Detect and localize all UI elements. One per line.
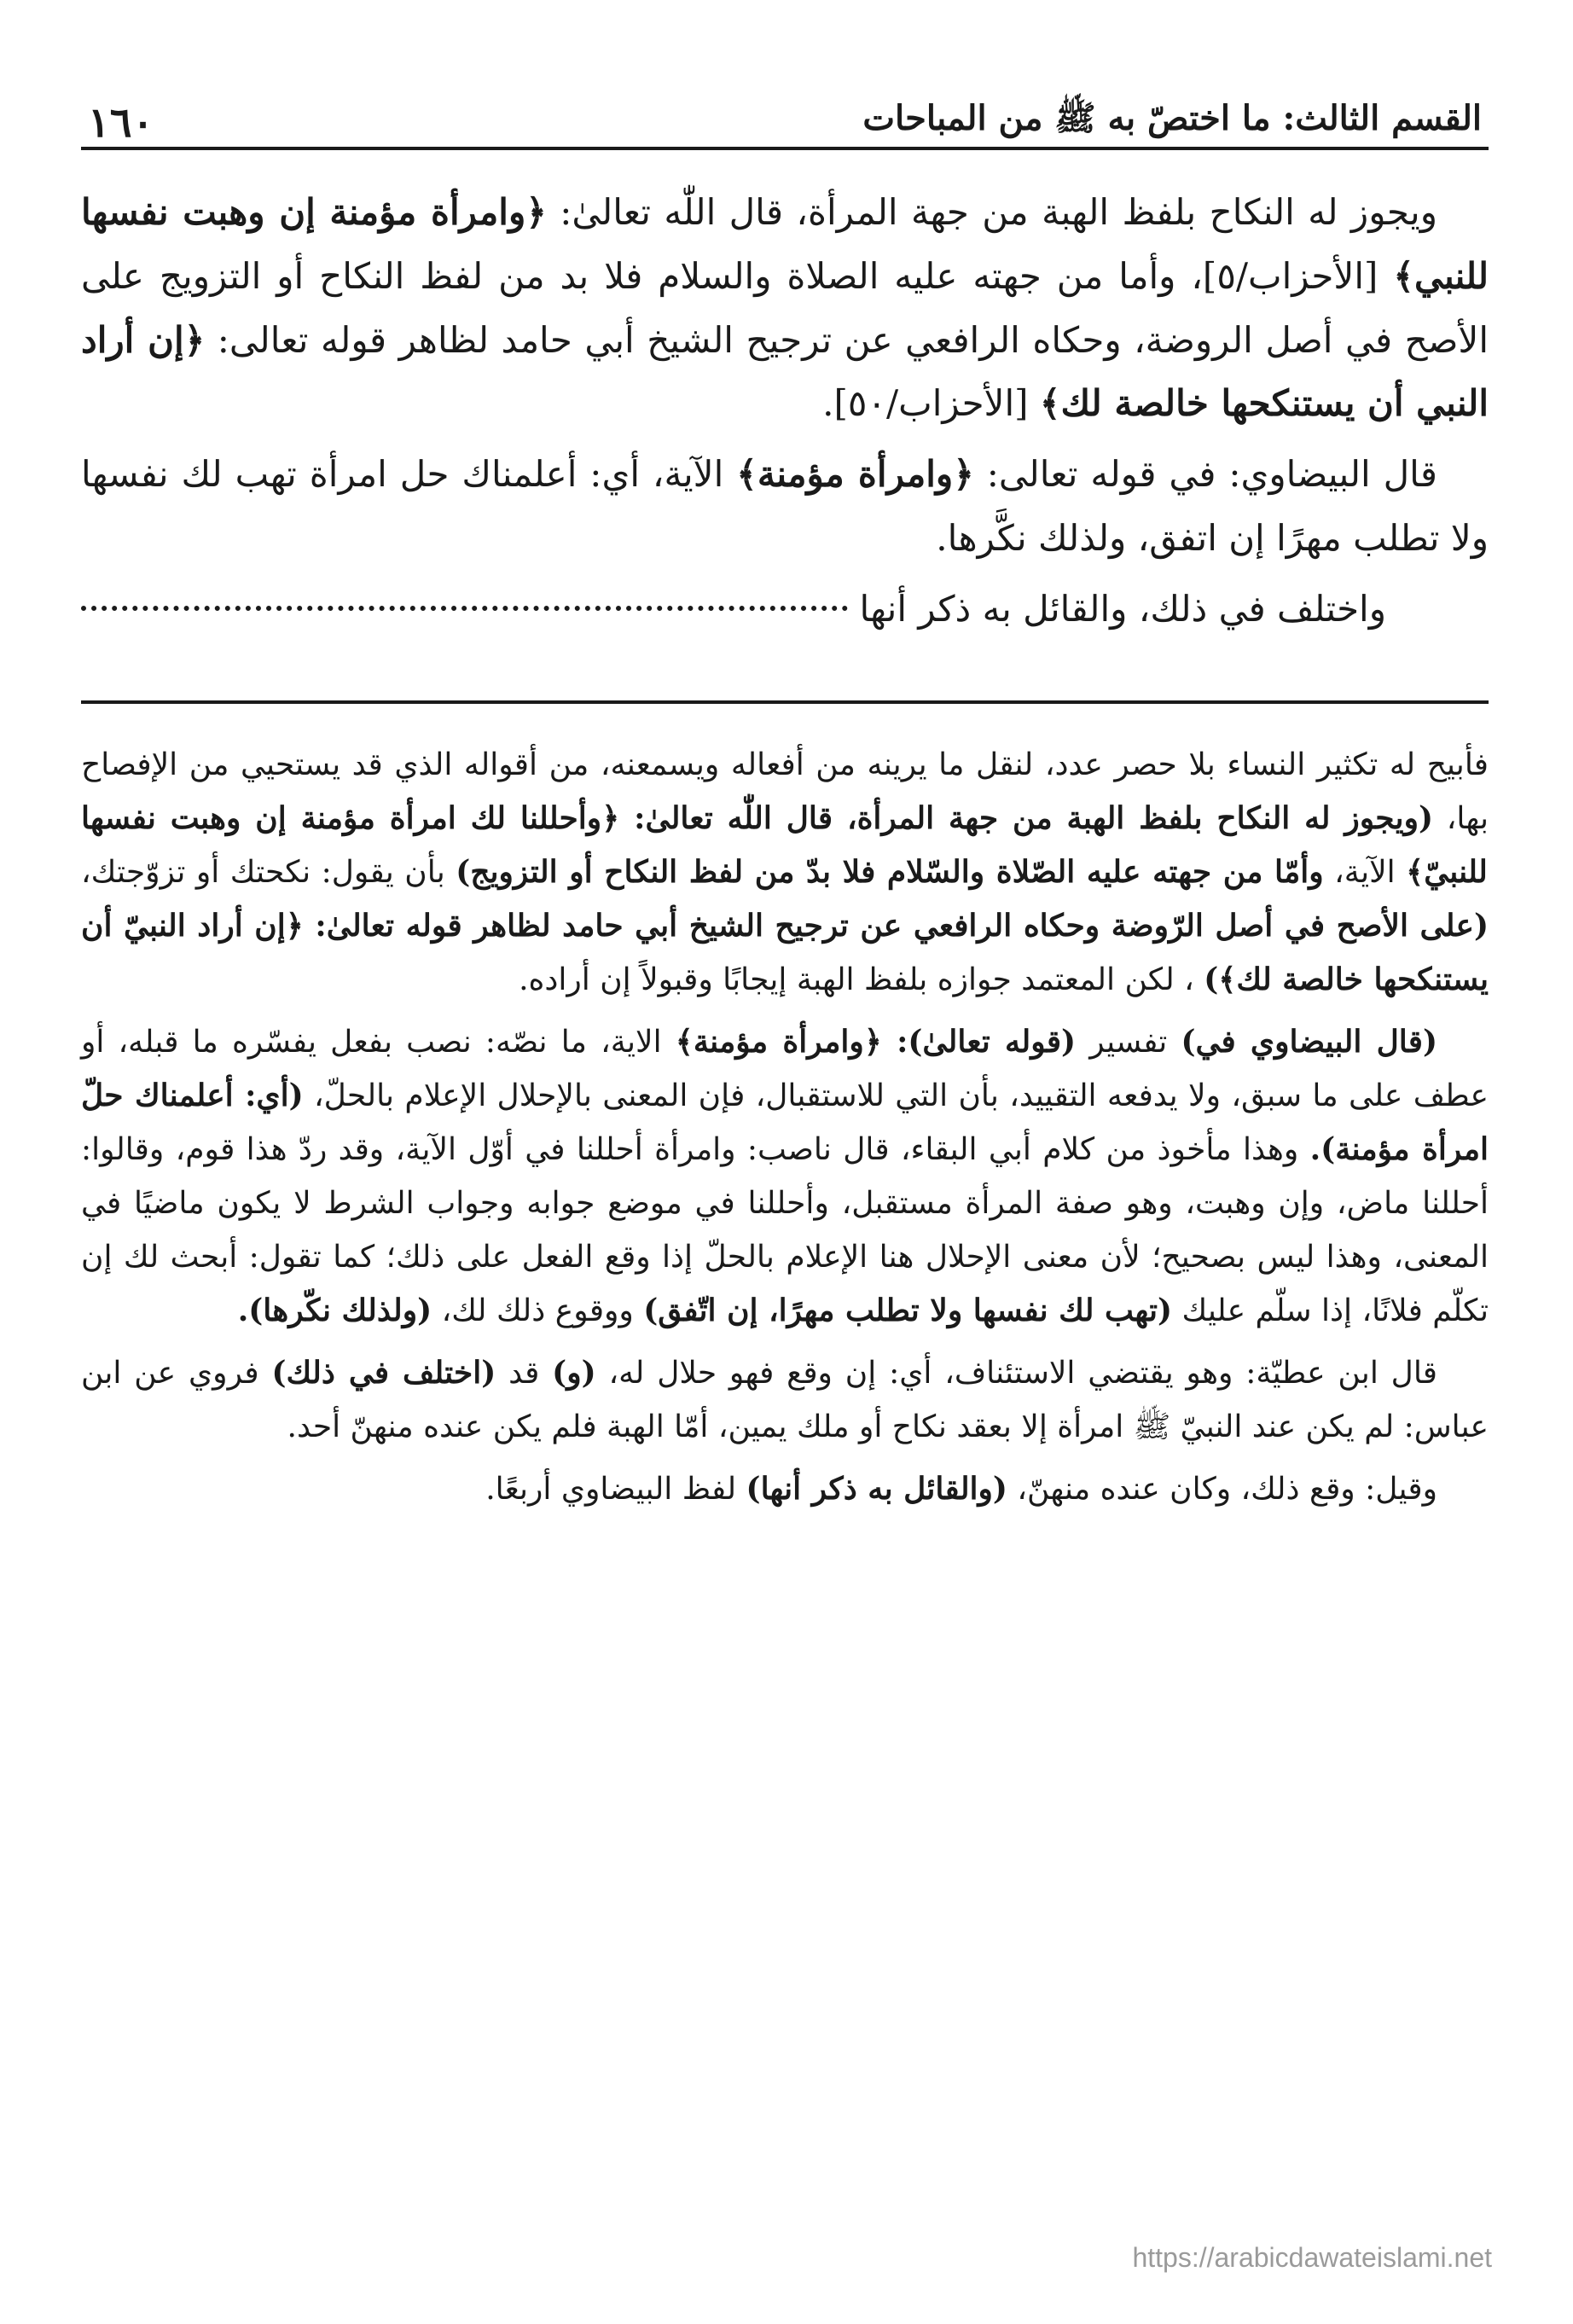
page-number: ١٦٠ (88, 99, 154, 147)
book-page (81, 68, 1489, 2286)
website-watermark: https://arabicdawateislami.net (1132, 2242, 1492, 2273)
commentary-paragraph-2 (81, 1015, 1489, 1338)
commentary-paragraph-1 (81, 738, 1489, 1007)
commentary-span: قال ابن عطيّة: وهو يقتضي الاستئناف، أي: إن وقع فهو حلال له، (595, 1356, 1438, 1391)
leader-dots (81, 606, 848, 611)
main-paragraph-3 (81, 578, 1489, 642)
commentary-span: فروي عن ابن عباس: لم يكن عند النبيّ ﷺ امرأة إلا بعقد نكاح أو ملك يمين، أمّا الهبة فلم يكن عنده منهنّ أحد. (81, 1356, 1489, 1445)
commentary-span: ووقوع ذلك لك، (432, 1293, 634, 1329)
commentary-bold-span: وأمّا من جهته عليه الصّلاة والسّلام فلا بدّ من لفظ النكاح أو التزويج) (456, 854, 1324, 891)
commentary-bold-span: (أي: أعلمناك حلّ امرأة مؤمنة). (81, 1078, 1489, 1168)
section-divider (81, 700, 1489, 704)
main-text (81, 181, 1489, 641)
quran-quote: ﴿وامرأة مؤمنة إن وهبت نفسها للنبي﴾ (81, 191, 1489, 297)
main-text-span: الآية، أي: أعلمناك حل امرأة تهب لك نفسها ولا تطلب مهرًا إن اتفق، ولذلك نكَّرها. (81, 453, 1489, 559)
commentary-text (81, 738, 1489, 1516)
commentary-bold-span: (قال البيضاوي في) (1181, 1024, 1437, 1060)
commentary-span: لفظ البيضاوي أربعًا. (485, 1472, 737, 1508)
commentary-span: الآية، (1323, 855, 1396, 891)
commentary-span: تفسير (1076, 1025, 1168, 1060)
commentary-paragraph-3 (81, 1346, 1489, 1454)
main-text-span: [الأحزاب/٥٠]. (822, 382, 1029, 425)
main-text-span: واختلف في ذلك، والقائل به ذكر أنها (859, 587, 1386, 630)
commentary-span: قد (496, 1356, 540, 1391)
main-paragraph-1 (81, 181, 1489, 436)
commentary-paragraph-4 (81, 1462, 1489, 1516)
commentary-bold-span: (اختلف في ذلك) (271, 1355, 496, 1391)
commentary-span: وقيل: وقع ذلك، وكان عنده منهنّ، (1007, 1472, 1437, 1508)
commentary-bold-span: (قوله تعالىٰ): ﴿وامرأة مؤمنة﴾ (675, 1024, 1077, 1060)
main-text-span: قال البيضاوي: في قوله تعالى: (973, 453, 1437, 495)
commentary-bold-span: (على الأصح في أصل الرّوضة وحكاه الرافعي عن ترجيح الشيخ أبي حامد لظاهر قوله تعالىٰ: ﴿إن أراد النبيّ أن يستنكحها خالصة لك﴾) (81, 908, 1489, 998)
commentary-span: بأن يقول: نكحتك أو تزوّجتك، (81, 855, 445, 891)
commentary-bold-span: (ولذلك نكّرها). (237, 1293, 432, 1329)
commentary-span: فأبيح له تكثير النساء بلا حصر عدد، لنقل ما يرينه من أفعاله ويسمعنه، من أقواله الذي قد يستحيي من الإفصاح بها، (81, 747, 1489, 837)
commentary-bold-span: (تهب لك نفسها ولا تطلب مهرًا، إن اتّفق) (643, 1293, 1173, 1329)
commentary-bold-span: (والقائل به ذكر أنها) (746, 1471, 1007, 1508)
commentary-bold-span: (ويجوز له النكاح بلفظ الهبة من جهة المرأة، قال اللّٰه تعالىٰ: ﴿وأحللنا لك امرأة مؤمنة إن وهبت نفسها للنبيّ﴾ (81, 800, 1488, 891)
quran-quote: ﴿إن أراد النبي أن يستنكحها خالصة لك﴾ (81, 318, 1489, 425)
main-text-span: [الأحزاب/٥]، وأما من جهته عليه الصلاة والسلام فلا بد من لفظ النكاح أو التزويج على الأصح في أصل الروضة، وحكاه الرافعي عن ترجيح الشيخ أبي حامد لظاهر قوله تعالى: (81, 254, 1489, 361)
running-header (81, 68, 1489, 150)
quran-quote: ﴿وامرأة مؤمنة﴾ (736, 453, 974, 495)
commentary-span: الاية، ما نصّه: نصب بفعل يفسّره ما قبله، أو عطف على ما سبق، ولا يدفعه التقييد، بأن التي للاستقبال، فإن المعنى بالإحلال الإعلام بالحلّ، (81, 1025, 1489, 1114)
commentary-span: ، لكن المعتمد جوازه بلفظ الهبة إيجابًا وقبولاً إن أراده. (519, 962, 1194, 998)
section-title: القسم الثالث: ما اختصّ به ﷺ من المباحات (862, 98, 1482, 138)
main-paragraph-2 (81, 443, 1489, 571)
commentary-span: وهذا مأخوذ من كلام أبي البقاء، قال ناصب: وامرأة أحللنا في أوّل الآية، وقد ردّ هذا قوم، وقالوا: أحللنا ماض، وإن وهبت، وهو صفة المرأة مستقبل، وأحللنا في موضع جوابه وجواب الشرط لا يكون ماضيًا في المعنى، وهذا ليس بصحيح؛ لأن معنى الإحلال هنا الإعلام بالحلّ إذا وقع الفعل على ذلك؛ كما تقول: أبحث لك إن تكلّم فلانًا، إذا سلّم عليك (81, 1132, 1489, 1329)
main-text-span: ويجوز له النكاح بلفظ الهبة من جهة المرأة، قال اللّٰه تعالىٰ: (546, 191, 1437, 233)
commentary-bold-span: (و) (552, 1355, 596, 1391)
